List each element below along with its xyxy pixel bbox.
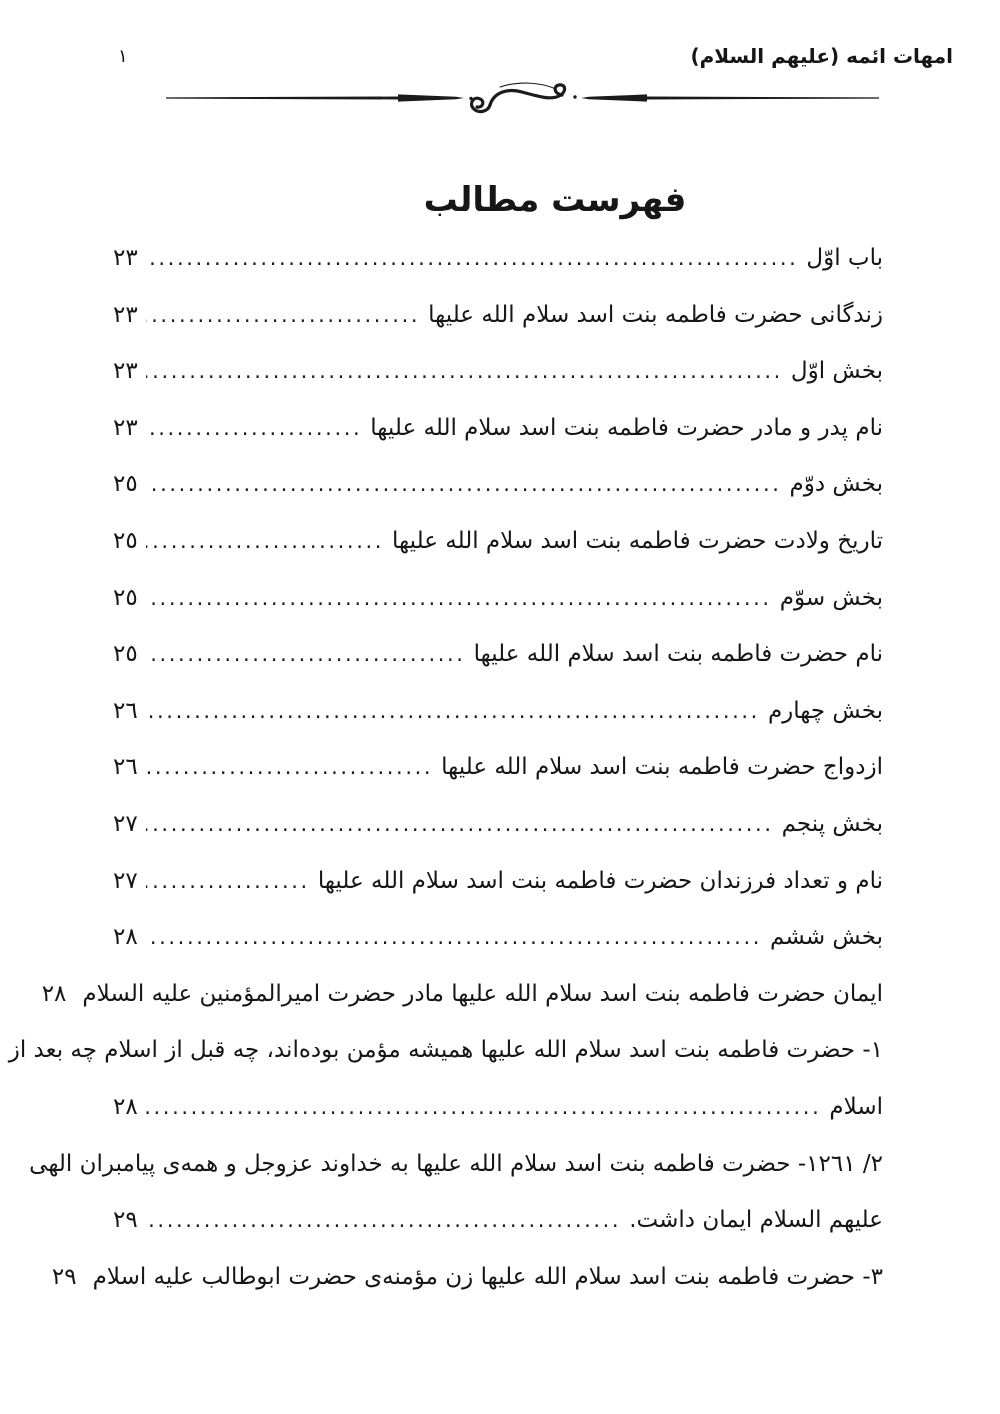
page-number: ١ (118, 46, 128, 67)
toc-entry-page: ٢٩ (113, 1207, 138, 1234)
toc-entry (113, 343, 883, 400)
toc-entry-page: ٢٨ (113, 924, 138, 951)
toc-entry-page: ٢٨ (41, 980, 67, 1007)
toc-entry-page: ٢٧ (113, 867, 138, 894)
toc-entry (41, 966, 883, 1023)
toc-entry-label: زندگانی حضرت فاطمه بنت اسد سلام الله علیها (428, 301, 883, 328)
toc-entry (113, 287, 883, 344)
dot-leader (146, 513, 384, 570)
toc-entry-label: نام پدر و مادر حضرت فاطمه بنت اسد سلام الله علیها (370, 414, 883, 441)
toc-entry (113, 626, 883, 683)
toc-entry-label: بخش دوّم (789, 471, 883, 498)
toc-entry-label: تاریخ ولادت حضرت فاطمه بنت اسد سلام الله علیها (392, 527, 883, 554)
toc-entry-page: ٢٥ (113, 584, 138, 611)
toc-entry-label: علیهم السلام ایمان داشت. (629, 1207, 883, 1234)
dot-leader (146, 909, 762, 966)
toc-entry-line2 (113, 1079, 883, 1136)
toc-entry (113, 400, 883, 457)
dot-leader (146, 230, 799, 287)
toc-entry-label: ایمان حضرت فاطمه بنت اسد سلام الله علیها مادر حضرت امیرالمؤمنین علیه السلام (82, 980, 883, 1007)
toc-entry-label: ازدواج حضرت فاطمه بنت اسد سلام الله علیها (441, 754, 883, 781)
toc-entry (113, 853, 883, 910)
toc-entry-page: ٢٧ (113, 810, 138, 837)
dot-leader (146, 739, 433, 796)
dot-leader (146, 1079, 822, 1136)
toc-entry-page: ٢٦ (113, 754, 138, 781)
toc-entry-page: ٢٥ (113, 527, 138, 554)
toc-entry-line2 (113, 1192, 883, 1249)
dot-leader (146, 626, 466, 683)
toc-entry-line1: ٢/ ١٢٦١- حضرت فاطمه بنت اسد سلام الله علیها به خداوند عزوجل و همه‌ی پیامبران الهی (29, 1150, 883, 1177)
toc-entry-page: ٢٣ (113, 245, 138, 271)
dot-leader (146, 853, 310, 910)
toc-entry (113, 796, 883, 853)
toc-entry-label: باب اوّل (806, 245, 883, 271)
toc-entry-label: بخش پنجم (781, 810, 883, 837)
toc-entry-label: ٣- حضرت فاطمه بنت اسد سلام الله علیها زن مؤمنه‌ی حضرت ابوطالب علیه اسلام (92, 1263, 883, 1290)
toc-entry (113, 909, 883, 966)
dot-leader (146, 343, 783, 400)
toc-entry-page: ٢٥ (113, 471, 138, 498)
dot-leader (146, 1192, 621, 1249)
divider-flourish-icon (160, 80, 885, 116)
toc-entry (113, 683, 883, 740)
toc-list (8, 230, 883, 1305)
toc-entry-label: بخش سوّم (779, 584, 883, 611)
toc-entry-page: ٢٥ (113, 641, 138, 668)
page-header (118, 46, 953, 66)
toc-entry (113, 230, 883, 287)
dot-leader (146, 456, 782, 513)
toc-entry-page: ٢٩ (51, 1263, 77, 1290)
dot-leader (146, 570, 772, 627)
toc-entry-label: بخش چهارم (767, 697, 883, 724)
toc-entry (113, 513, 883, 570)
toc-entry (113, 456, 883, 513)
dot-leader (146, 796, 774, 853)
toc-entry-label: نام و تعداد فرزندان حضرت فاطمه بنت اسد سلام الله علیها (317, 867, 883, 894)
toc-entry-page: ٢٣ (113, 414, 138, 441)
toc-title: فهرست مطالب (423, 180, 687, 220)
toc-entry-label: اسلام (829, 1093, 883, 1120)
toc-entry (113, 739, 883, 796)
toc-entry-page: ٢٨ (113, 1093, 138, 1120)
toc-entry-page: ٢٦ (113, 697, 138, 724)
dot-leader (146, 683, 760, 740)
dot-leader (146, 400, 363, 457)
header-book-title: امهات ائمه (علیهم السلام) (690, 44, 953, 68)
dot-leader (146, 287, 420, 344)
toc-entry-page: ٢٣ (113, 301, 138, 328)
toc-entry-label: بخش اوّل (790, 358, 883, 385)
toc-entry-page: ٢٣ (113, 358, 138, 385)
toc-entry-label: بخش ششم (770, 924, 883, 951)
toc-entry-label: نام حضرت فاطمه بنت اسد سلام الله علیها (473, 641, 883, 668)
toc-entry (113, 570, 883, 627)
toc-entry-line1: ١- حضرت فاطمه بنت اسد سلام الله علیها همیشه مؤمن بوده‌اند، چه قبل از اسلام چه بعد از (8, 1037, 883, 1064)
toc-entry (51, 1249, 883, 1306)
